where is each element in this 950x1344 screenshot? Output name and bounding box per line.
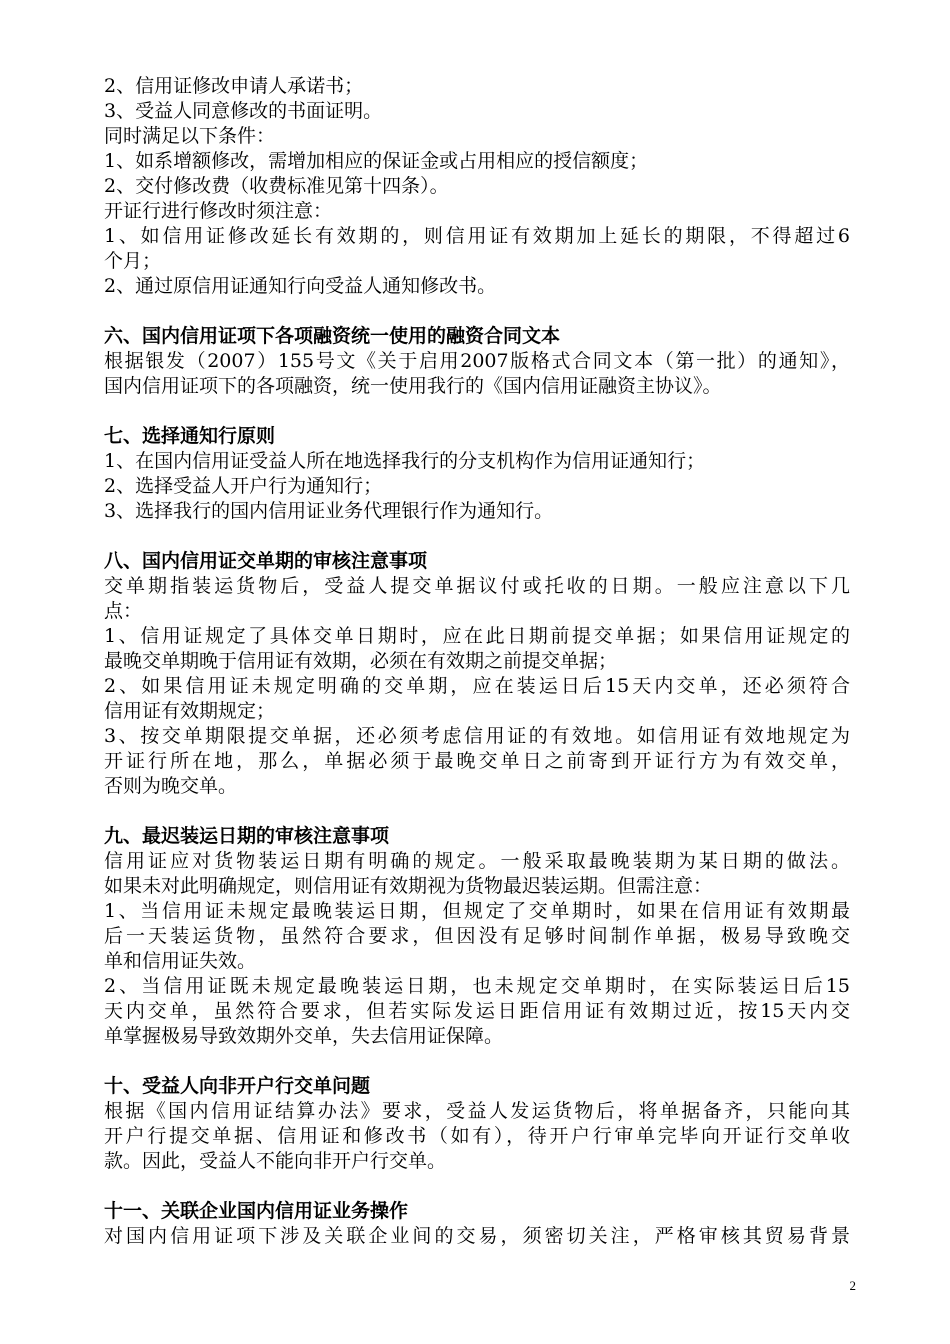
section-spacer [104, 799, 850, 824]
text-line: 款。因此，受益人不能向非开户行交单。 [104, 1150, 447, 1172]
text-line: 3、受益人同意修改的书面证明。 [104, 100, 383, 122]
section [104, 1174, 850, 1249]
section [104, 524, 850, 799]
section [104, 1049, 850, 1174]
text-line: 天内交单，虽然符合要求，但若实际发运日距信用证有效期过近，按15天内交 [104, 1000, 850, 1022]
page-number: 2 [849, 1278, 856, 1293]
section-heading: 九、最迟装运日期的审核注意事项 [104, 825, 390, 847]
text-line: 2、选择受益人开户行为通知行； [104, 475, 383, 497]
text-line: 如果未对此明确规定，则信用证有效期视为货物最迟装运期。但需注意： [104, 875, 713, 897]
text-line: 否则为晚交单。 [104, 775, 238, 797]
text-line: 1、信用证规定了具体交单日期时，应在此日期前提交单据；如果信用证规定的 [104, 625, 850, 647]
section [104, 299, 850, 399]
text-line: 2、如果信用证未规定明确的交单期，应在装运日后15天内交单，还必须符合 [104, 675, 850, 697]
text-line: 最晚交单期晚于信用证有效期，必须在有效期之前提交单据； [104, 650, 618, 672]
text-line: 后一天装运货物，虽然符合要求，但因没有足够时间制作单据，极易导致晚交 [104, 925, 850, 947]
text-line: 信用证应对货物装运日期有明确的规定。一般采取最晚装期为某日期的做法。 [104, 850, 850, 872]
text-line: 根据银发（2007）155号文《关于启用2007版格式合同文本（第一批）的通知》， [104, 350, 850, 372]
text-line: 2、当信用证既未规定最晚装运日期，也未规定交单期时，在实际装运日后15 [104, 975, 850, 997]
text-line: 2、信用证修改申请人承诺书； [104, 75, 364, 97]
text-line: 点： [104, 600, 143, 622]
section-heading: 十一、关联企业国内信用证业务操作 [104, 1200, 409, 1222]
section [104, 799, 850, 1049]
text-line: 1、如信用证修改延长有效期的，则信用证有效期加上延长的期限，不得超过6 [104, 225, 850, 247]
text-line: 3、选择我行的国内信用证业务代理银行作为通知行。 [104, 500, 554, 522]
section-heading: 七、选择通知行原则 [104, 425, 276, 447]
text-line: 根据《国内信用证结算办法》要求，受益人发运货物后，将单据备齐，只能向其 [104, 1100, 850, 1122]
text-line: 3、按交单期限提交单据，还必须考虑信用证的有效地。如信用证有效地规定为 [104, 725, 850, 747]
section-spacer [104, 299, 850, 324]
text-line: 开证行所在地，那么，单据必须于最晚交单日之前寄到开证行方为有效交单， [104, 750, 850, 772]
section-spacer [104, 1049, 850, 1074]
section-heading: 八、国内信用证交单期的审核注意事项 [104, 550, 428, 572]
text-line: 个月； [104, 250, 162, 272]
text-line: 开证行进行修改时须注意： [104, 200, 333, 222]
text-line: 1、在国内信用证受益人所在地选择我行的分支机构作为信用证通知行； [104, 450, 706, 472]
text-line: 国内信用证项下的各项融资，统一使用我行的《国内信用证融资主协议》。 [104, 375, 722, 397]
text-line: 开户行提交单据、信用证和修改书（如有），待开户行审单完毕向开证行交单收 [104, 1125, 850, 1147]
text-line: 同时满足以下条件： [104, 125, 276, 147]
section-spacer [104, 1174, 850, 1199]
text-line: 单和信用证失效。 [104, 950, 257, 972]
section-heading: 六、国内信用证项下各项融资统一使用的融资合同文本 [104, 325, 561, 347]
paragraph-block [104, 74, 850, 299]
section-heading: 十、受益人向非开户行交单问题 [104, 1075, 371, 1097]
text-line: 2、交付修改费（收费标准见第十四条）。 [104, 175, 449, 197]
section-spacer [104, 524, 850, 549]
text-line: 对国内信用证项下涉及关联企业间的交易，须密切关注，严格审核其贸易背景 [104, 1225, 850, 1247]
text-line: 单掌握极易导致效期外交单，失去信用证保障。 [104, 1025, 504, 1047]
text-line: 1、如系增额修改，需增加相应的保证金或占用相应的授信额度； [104, 150, 649, 172]
text-line: 1、当信用证未规定最晚装运日期，但规定了交单期时，如果在信用证有效期最 [104, 900, 850, 922]
text-line: 交单期指装运货物后，受益人提交单据议付或托收的日期。一般应注意以下几 [104, 575, 850, 597]
text-line: 2、通过原信用证通知行向受益人通知修改书。 [104, 275, 497, 297]
section-spacer [104, 399, 850, 424]
text-line: 信用证有效期规定； [104, 700, 276, 722]
document-body [104, 74, 850, 1249]
section [104, 399, 850, 524]
